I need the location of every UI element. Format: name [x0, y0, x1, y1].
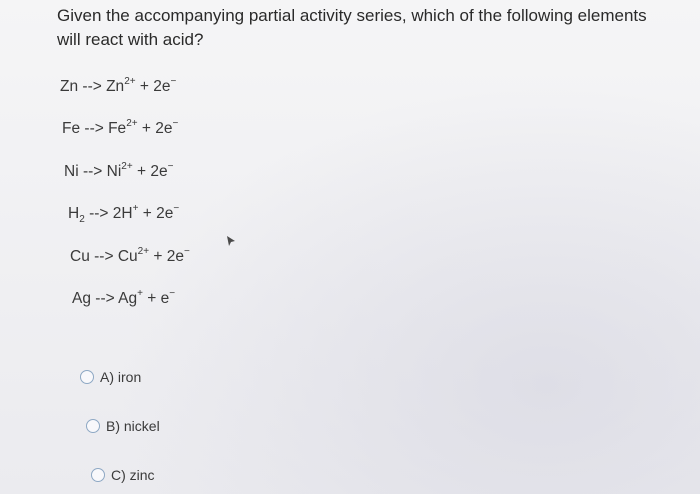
radio-button[interactable] [86, 419, 100, 433]
electrons: + e [147, 290, 170, 307]
electron-charge: − [172, 118, 179, 129]
electrons: + 2e [139, 78, 171, 95]
product: Ag [118, 290, 138, 307]
reaction-ag [72, 290, 175, 308]
electrons: + 2e [141, 120, 173, 137]
electron-charge: − [173, 203, 180, 214]
option-label[interactable]: A) iron [100, 369, 142, 385]
electrons: + 2e [142, 205, 174, 222]
reactant: Ag [72, 290, 91, 307]
reactant: Fe [62, 120, 81, 137]
product-charge: 2+ [137, 246, 150, 257]
product-charge: 2+ [126, 118, 138, 129]
product: Ni [106, 163, 122, 180]
reactant: Ni [64, 163, 79, 180]
reaction-ni [64, 163, 173, 181]
option-c-zinc[interactable] [91, 467, 155, 483]
option-label[interactable]: C) zinc [111, 467, 155, 483]
electron-charge: − [169, 288, 176, 299]
reactant: Zn [60, 78, 79, 95]
reaction-cu [70, 248, 190, 266]
product-charge: 2+ [121, 161, 133, 172]
option-label[interactable]: B) nickel [106, 418, 160, 434]
product-charge: + [132, 203, 139, 214]
arrow: --> [89, 205, 109, 222]
reactant: H [68, 205, 80, 222]
electron-charge: − [167, 161, 174, 172]
reaction-fe [62, 120, 178, 138]
electron-charge: − [170, 76, 177, 87]
product: Cu [117, 248, 138, 265]
product: Fe [108, 120, 127, 137]
option-a-iron[interactable] [80, 369, 141, 385]
reaction-zn [60, 78, 176, 96]
product-charge: + [137, 288, 143, 299]
option-b-nickel[interactable] [86, 418, 160, 434]
reaction-h2 [68, 205, 179, 223]
product: Zn [106, 78, 125, 95]
reactant-subscript: 2 [79, 214, 85, 225]
question-text: Given the accompanying partial activity series, which of the following elements will react with acid? [57, 6, 647, 49]
reactant: Cu [70, 248, 90, 265]
arrow: --> [95, 290, 115, 307]
arrow: --> [84, 120, 104, 137]
electrons: + 2e [137, 163, 168, 180]
arrow: --> [82, 163, 103, 180]
product-charge: 2+ [124, 76, 136, 87]
electrons: + 2e [153, 248, 184, 265]
radio-button[interactable] [91, 468, 105, 482]
product: 2H [112, 205, 133, 222]
radio-button[interactable] [80, 370, 94, 384]
arrow: --> [94, 248, 114, 265]
mouse-pointer-icon [226, 235, 236, 247]
electron-charge: − [183, 246, 190, 257]
arrow: --> [82, 78, 102, 95]
